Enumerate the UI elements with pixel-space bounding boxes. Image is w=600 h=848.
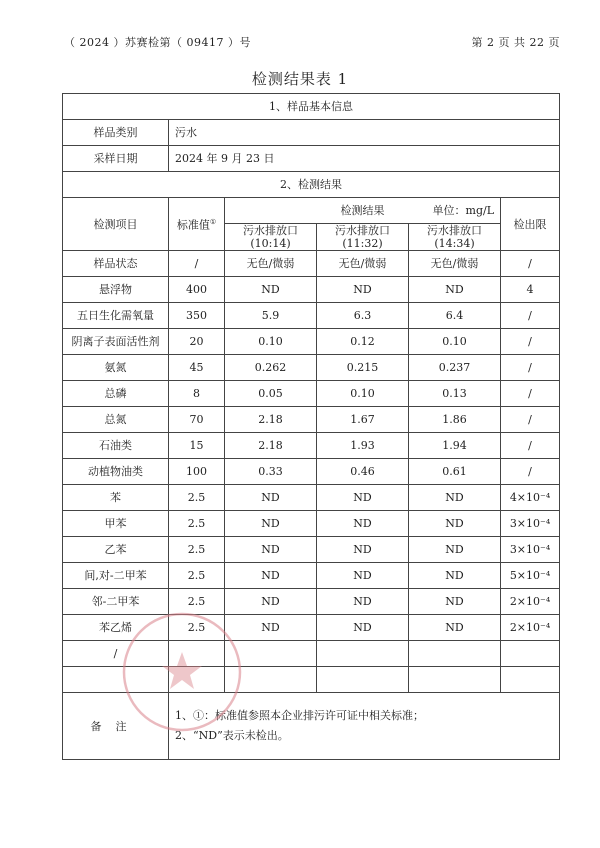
table-row bbox=[63, 641, 560, 667]
sampling-point-name: 污水排放口 bbox=[335, 224, 390, 237]
row-standard: / bbox=[169, 251, 225, 277]
row-result-3: ND bbox=[409, 277, 501, 303]
footnote-mark: ① bbox=[209, 218, 217, 227]
row-standard: 2.5 bbox=[169, 563, 225, 589]
table-row bbox=[63, 589, 560, 615]
page-indicator: 第 2 页 共 22 页 bbox=[471, 36, 560, 49]
row-item bbox=[63, 667, 169, 693]
row-item: 邻-二甲苯 bbox=[63, 589, 169, 615]
page-title: 检测结果表 1 bbox=[251, 70, 349, 88]
standard-label: 标准值 bbox=[176, 218, 210, 232]
row-standard bbox=[169, 641, 225, 667]
notes-body bbox=[63, 693, 560, 760]
row-result-1: ND bbox=[225, 589, 317, 615]
row-result-2: 1.93 bbox=[317, 433, 409, 459]
row-result-3: ND bbox=[409, 511, 501, 537]
row-item: 悬浮物 bbox=[63, 277, 169, 303]
row-limit: 3×10⁻⁴ bbox=[501, 537, 560, 563]
unit-label: 单位：mg/L bbox=[432, 204, 494, 217]
row-result-1: 0.10 bbox=[225, 329, 317, 355]
table-row bbox=[63, 277, 560, 303]
row-standard: 70 bbox=[169, 407, 225, 433]
row-standard: 45 bbox=[169, 355, 225, 381]
table-row bbox=[63, 537, 560, 563]
info-row bbox=[63, 120, 560, 146]
row-result-2 bbox=[317, 667, 409, 693]
row-result-1: 0.05 bbox=[225, 381, 317, 407]
note-line: 2、“ND”表示未检出。 bbox=[175, 729, 289, 742]
row-result-2: 无色/微弱 bbox=[317, 251, 409, 277]
row-item: 甲苯 bbox=[63, 511, 169, 537]
row-item: 氨氮 bbox=[63, 355, 169, 381]
row-result-3: 0.10 bbox=[409, 329, 501, 355]
row-result-1: 0.262 bbox=[225, 355, 317, 381]
row-item: 五日生化需氧量 bbox=[63, 303, 169, 329]
report-number: （ 2024 ）苏赛检第（ 09417 ）号 bbox=[64, 36, 251, 49]
row-limit: / bbox=[501, 381, 560, 407]
sampling-point-header bbox=[409, 224, 501, 251]
sampling-point-header bbox=[225, 224, 317, 251]
row-result-2: 0.10 bbox=[317, 381, 409, 407]
row-result-1: ND bbox=[225, 537, 317, 563]
row-result-3: 无色/微弱 bbox=[409, 251, 501, 277]
row-result-2: ND bbox=[317, 537, 409, 563]
results-table bbox=[62, 93, 560, 760]
row-limit: 2×10⁻⁴ bbox=[501, 615, 560, 641]
row-item: 间,对-二甲苯 bbox=[63, 563, 169, 589]
row-result-2: 6.3 bbox=[317, 303, 409, 329]
row-result-3 bbox=[409, 667, 501, 693]
row-result-1: ND bbox=[225, 615, 317, 641]
info-label: 采样日期 bbox=[63, 146, 169, 172]
col-header-result bbox=[225, 198, 501, 224]
row-limit bbox=[501, 667, 560, 693]
row-result-3: 0.13 bbox=[409, 381, 501, 407]
row-standard: 2.5 bbox=[169, 485, 225, 511]
sampling-point-time: (14:34) bbox=[434, 237, 475, 250]
row-result-1: ND bbox=[225, 511, 317, 537]
row-standard: 20 bbox=[169, 329, 225, 355]
row-limit: / bbox=[501, 303, 560, 329]
row-standard: 2.5 bbox=[169, 615, 225, 641]
notes-content bbox=[169, 693, 560, 760]
row-limit: 5×10⁻⁴ bbox=[501, 563, 560, 589]
table-row bbox=[63, 485, 560, 511]
row-result-2: ND bbox=[317, 563, 409, 589]
row-result-1 bbox=[225, 641, 317, 667]
result-label: 检测结果 bbox=[340, 204, 385, 217]
sampling-point-time: (10:14) bbox=[250, 237, 291, 250]
row-limit: 4×10⁻⁴ bbox=[501, 485, 560, 511]
row-result-1 bbox=[225, 667, 317, 693]
info-label: 样品类别 bbox=[63, 120, 169, 146]
row-result-2: 0.215 bbox=[317, 355, 409, 381]
table-row bbox=[63, 615, 560, 641]
row-result-3: 1.86 bbox=[409, 407, 501, 433]
row-result-2: ND bbox=[317, 277, 409, 303]
row-item: 乙苯 bbox=[63, 537, 169, 563]
row-limit bbox=[501, 641, 560, 667]
row-result-3: ND bbox=[409, 615, 501, 641]
info-row bbox=[63, 146, 560, 172]
row-item: 总氮 bbox=[63, 407, 169, 433]
col-header-item: 检测项目 bbox=[63, 198, 169, 251]
row-item: 总磷 bbox=[63, 381, 169, 407]
notes-row bbox=[63, 693, 560, 760]
section-row bbox=[63, 94, 560, 120]
row-item: 苯 bbox=[63, 485, 169, 511]
row-result-1: ND bbox=[225, 277, 317, 303]
row-result-2: 0.12 bbox=[317, 329, 409, 355]
row-result-3: ND bbox=[409, 589, 501, 615]
row-result-2 bbox=[317, 641, 409, 667]
row-standard bbox=[169, 667, 225, 693]
sampling-point-header bbox=[317, 224, 409, 251]
row-result-1: 0.33 bbox=[225, 459, 317, 485]
info-value: 污水 bbox=[169, 120, 560, 146]
sampling-point-name: 污水排放口 bbox=[427, 224, 482, 237]
row-item: 动植物油类 bbox=[63, 459, 169, 485]
row-limit: 2×10⁻⁴ bbox=[501, 589, 560, 615]
row-standard: 15 bbox=[169, 433, 225, 459]
row-result-3: ND bbox=[409, 485, 501, 511]
row-result-3 bbox=[409, 641, 501, 667]
sampling-point-name: 污水排放口 bbox=[243, 224, 298, 237]
table-row bbox=[63, 251, 560, 277]
section-row bbox=[63, 172, 560, 198]
row-limit: / bbox=[501, 251, 560, 277]
row-result-3: ND bbox=[409, 563, 501, 589]
col-header-limit: 检出限 bbox=[501, 198, 560, 251]
table-row bbox=[63, 355, 560, 381]
row-result-1: 2.18 bbox=[225, 433, 317, 459]
row-result-3: 6.4 bbox=[409, 303, 501, 329]
row-limit: / bbox=[501, 433, 560, 459]
table-row bbox=[63, 329, 560, 355]
row-result-3: 0.61 bbox=[409, 459, 501, 485]
row-result-2: ND bbox=[317, 485, 409, 511]
section2-title: 2、检测结果 bbox=[63, 172, 560, 198]
row-result-1: 2.18 bbox=[225, 407, 317, 433]
row-item: 石油类 bbox=[63, 433, 169, 459]
row-limit: 4 bbox=[501, 277, 560, 303]
row-result-3: 0.237 bbox=[409, 355, 501, 381]
table-row bbox=[63, 303, 560, 329]
row-standard: 100 bbox=[169, 459, 225, 485]
row-result-3: 1.94 bbox=[409, 433, 501, 459]
row-result-2: 1.67 bbox=[317, 407, 409, 433]
row-result-2: ND bbox=[317, 589, 409, 615]
row-item: 阴离子表面活性剂 bbox=[63, 329, 169, 355]
table-row bbox=[63, 667, 560, 693]
table-row bbox=[63, 511, 560, 537]
row-standard: 2.5 bbox=[169, 589, 225, 615]
table-row bbox=[63, 459, 560, 485]
row-limit: / bbox=[501, 459, 560, 485]
header-row bbox=[63, 198, 560, 224]
row-item: 样品状态 bbox=[63, 251, 169, 277]
note-line: 1、①：标准值参照本企业排污许可证中相关标准； bbox=[175, 709, 424, 722]
row-result-2: ND bbox=[317, 615, 409, 641]
row-result-1: 无色/微弱 bbox=[225, 251, 317, 277]
info-value: 2024 年 9 月 23 日 bbox=[169, 146, 560, 172]
row-limit: / bbox=[501, 355, 560, 381]
row-result-1: ND bbox=[225, 563, 317, 589]
row-standard: 2.5 bbox=[169, 511, 225, 537]
row-standard: 400 bbox=[169, 277, 225, 303]
table-row bbox=[63, 381, 560, 407]
row-result-2: 0.46 bbox=[317, 459, 409, 485]
row-result-1: 5.9 bbox=[225, 303, 317, 329]
data-rows bbox=[63, 251, 560, 693]
table-row bbox=[63, 407, 560, 433]
sampling-point-time: (11:32) bbox=[342, 237, 383, 250]
row-limit: / bbox=[501, 329, 560, 355]
row-result-2: ND bbox=[317, 511, 409, 537]
col-header-standard bbox=[169, 198, 225, 251]
row-limit: / bbox=[501, 407, 560, 433]
row-limit: 3×10⁻⁴ bbox=[501, 511, 560, 537]
results-table-body bbox=[63, 94, 560, 251]
row-standard: 350 bbox=[169, 303, 225, 329]
row-result-3: ND bbox=[409, 537, 501, 563]
row-result-1: ND bbox=[225, 485, 317, 511]
row-item: 苯乙烯 bbox=[63, 615, 169, 641]
table-row bbox=[63, 433, 560, 459]
row-item: / bbox=[63, 641, 169, 667]
row-standard: 8 bbox=[169, 381, 225, 407]
row-standard: 2.5 bbox=[169, 537, 225, 563]
notes-label: 备注 bbox=[63, 693, 169, 760]
section1-title: 1、样品基本信息 bbox=[63, 94, 560, 120]
table-row bbox=[63, 563, 560, 589]
